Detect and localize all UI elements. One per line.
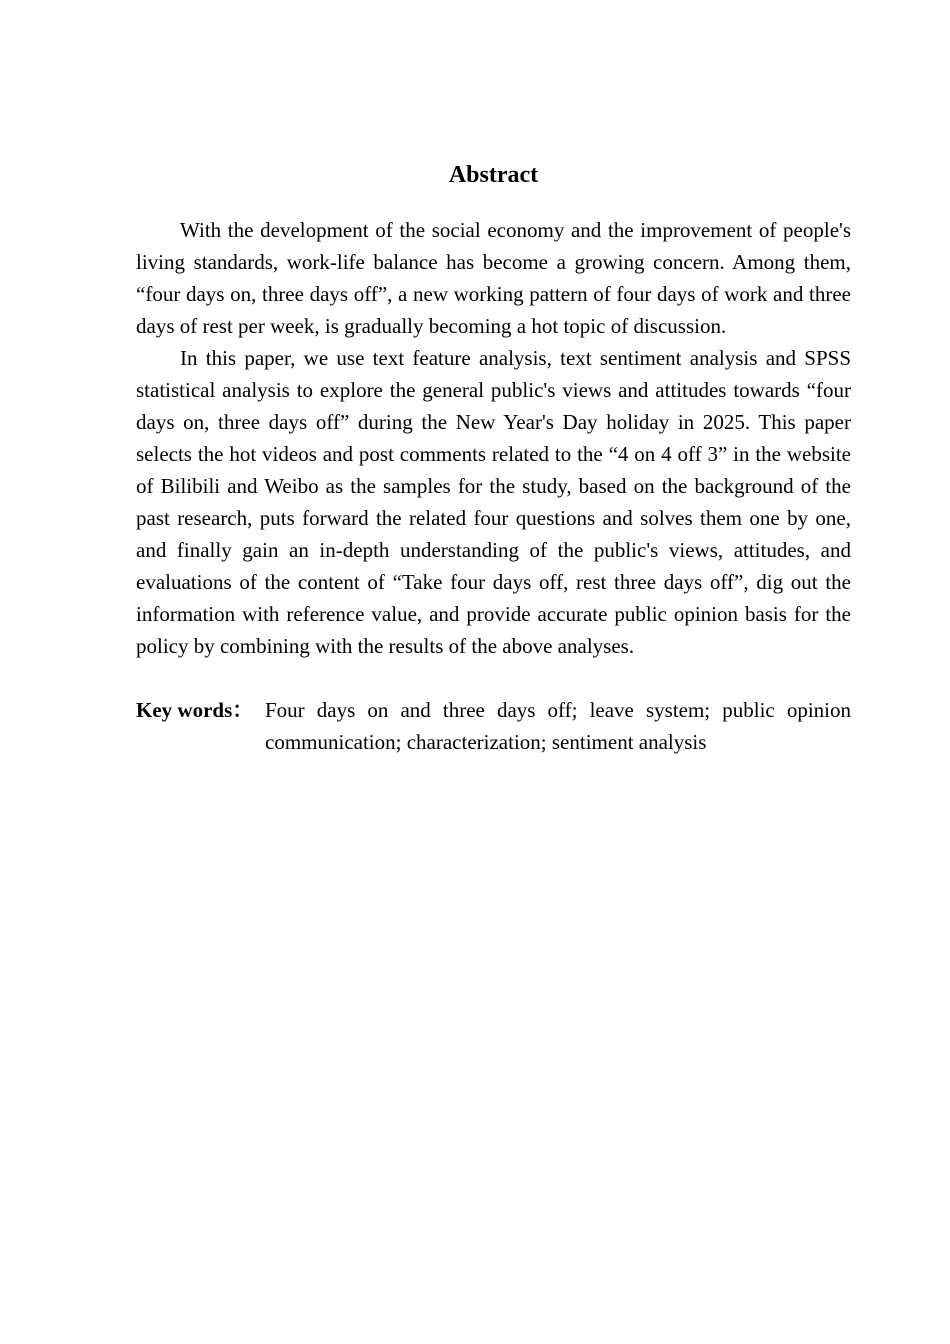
keywords-text: Four days on and three days off; leave system; public opinion communication; characterization; sentiment analysis [265,698,851,754]
keywords-label: Key words： [136,698,254,722]
keywords-section [136,694,851,758]
abstract-paragraph-2: In this paper, we use text feature analysis, text sentiment analysis and SPSS statistical analysis to explore the general public's views and attitudes towards “four days on, three days off” during the New Year's Day holiday in 2025. This paper selects the hot videos and post comments related to the “4 on 4 off 3” in the website of Bilibili and Weibo as the samples for the study, based on the background of the past research, puts forward the related four questions and solves them one by one, and finally gain an in-depth understanding of the public's views, attitudes, and evaluations of the content of “Take four days off, rest three days off”, dig out the information with reference value, and provide accurate public opinion basis for the policy by combining with the results of the above analyses. [136,346,851,658]
abstract-paragraph-1: With the development of the social economy and the improvement of people's living standards, work-life balance has become a growing concern. Among them, “four days on, three days off”, a new working pattern of four days of work and three days of rest per week, is gradually becoming a hot topic of discussion. [136,218,851,338]
abstract-title: Abstract [448,162,539,188]
abstract-page [136,158,851,758]
